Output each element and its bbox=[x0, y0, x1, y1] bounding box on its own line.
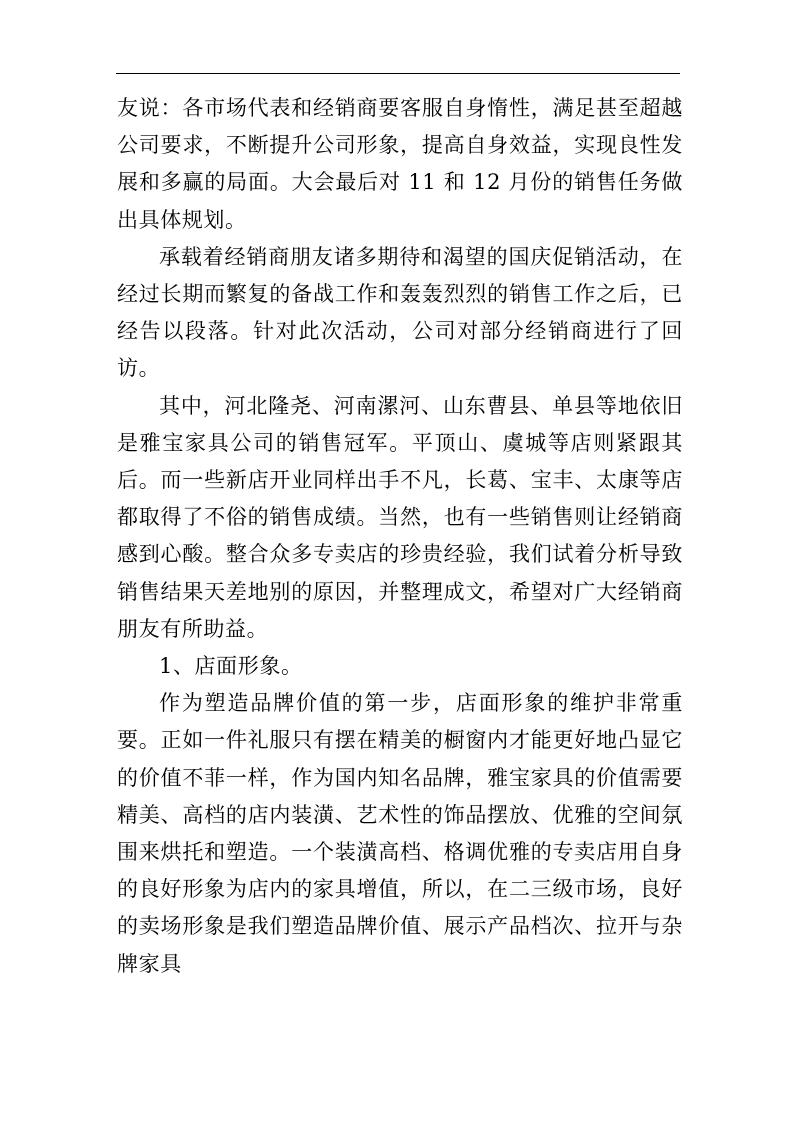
section-heading-store-image: 1、店面形象。 bbox=[159, 654, 303, 679]
paragraph-continuation: 友说：各市场代表和经销商要客服自身惰性，满足甚至超越公司要求，不断提升公司形象，提高自身效益，实现良性发展和多赢的局面。大会最后对 11 和 12 月份的销售任务做出具体规划。 bbox=[117, 96, 683, 232]
header-rule bbox=[116, 73, 680, 74]
paragraph-store-image: 作为塑造品牌价值的第一步，店面形象的维护非常重要。正如一件礼服只有摆在精美的橱窗内才能更好地凸显它的价值不菲一样，作为国内知名品牌，雅宝家具的价值需要精美、高档的店内装潢、艺术性的饰品摆放、优雅的空间氛围来烘托和塑造。一个装潢高档、格调优雅的专卖店用自身的良好形象为店内的家具增值，所以，在二三级市场，良好的卖场形象是我们塑造品牌价值、展示产品档次、拉开与杂牌家具 bbox=[117, 691, 683, 976]
paragraph-sales-results: 其中，河北隆尧、河南漯河、山东曹县、单县等地依旧是雅宝家具公司的销售冠军。平顶山、虞城等店则紧跟其后。而一些新店开业同样出手不凡，长葛、宝丰、太康等店都取得了不俗的销售成绩。当然，也有一些销售则让经销商感到心酸。整合众多专卖店的珍贵经验，我们试着分析导致销售结果天差地别的原因，并整理成文，希望对广大经销商朋友有所助益。 bbox=[117, 393, 683, 641]
paragraph-promotion-review: 承载着经销商朋友诸多期待和渴望的国庆促销活动，在经过长期而繁复的备战工作和轰轰烈烈的销售工作之后，已经告以段落。针对此次活动，公司对部分经销商进行了回访。 bbox=[117, 244, 683, 381]
document-body bbox=[117, 90, 683, 983]
